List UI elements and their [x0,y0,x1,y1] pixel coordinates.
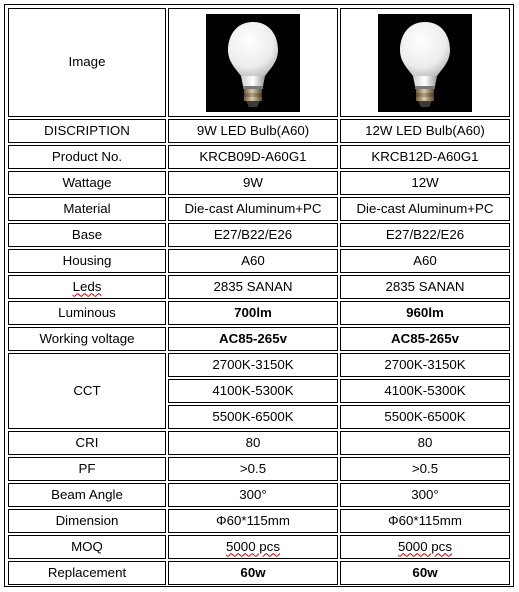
row-label-moq: MOQ [8,535,166,559]
row-label-luminous: Luminous [8,301,166,325]
moq-value-1-text: 5000 pcs [226,538,280,554]
leds-value-1: 2835 SANAN [168,275,338,299]
moq-value-2 [340,535,510,559]
table-row [8,275,510,299]
row-label-cri: CRI [8,431,166,455]
description-value-2: 12W LED Bulb(A60) [340,119,510,143]
table-row [8,327,510,351]
table-row [8,119,510,143]
product-image-cell-1 [168,8,338,117]
row-label-beam-angle: Beam Angle [8,483,166,507]
luminous-value-2: 960lm [340,301,510,325]
moq-value-1 [168,535,338,559]
cct-value-1-2: 4100K-5300K [168,379,338,403]
table-row [8,509,510,533]
pf-value-2: >0.5 [340,457,510,481]
table-row [8,353,510,377]
row-label-base: Base [8,223,166,247]
base-value-2: E27/B22/E26 [340,223,510,247]
wattage-value-2: 12W [340,171,510,195]
base-value-1: E27/B22/E26 [168,223,338,247]
row-label-leds [8,275,166,299]
cct-value-2-3: 5500K-6500K [340,405,510,429]
material-value-2: Die-cast Aluminum+PC [340,197,510,221]
table-row [8,145,510,169]
row-label-material: Material [8,197,166,221]
row-label-housing: Housing [8,249,166,273]
table-row [8,561,510,585]
product-image-cell-2 [340,8,510,117]
wattage-value-1: 9W [168,171,338,195]
spec-table [6,6,512,587]
cri-value-1: 80 [168,431,338,455]
table-row [8,457,510,481]
row-label-working-voltage: Working voltage [8,327,166,351]
table-row [8,431,510,455]
row-label-description: DISCRIPTION [8,119,166,143]
luminous-value-1: 700lm [168,301,338,325]
housing-value-2: A60 [340,249,510,273]
dimension-value-2: Φ60*115mm [340,509,510,533]
leds-label-text: Leds [72,278,102,294]
table-row [8,223,510,247]
cct-value-2-1: 2700K-3150K [340,353,510,377]
table-row [8,483,510,507]
row-label-wattage: Wattage [8,171,166,195]
table-row [8,8,510,117]
replacement-value-1: 60w [168,561,338,585]
cct-value-1-1: 2700K-3150K [168,353,338,377]
beam-angle-value-2: 300° [340,483,510,507]
table-row [8,197,510,221]
row-label-replacement: Replacement [8,561,166,585]
led-bulb-image-9w [206,14,300,112]
leds-value-2: 2835 SANAN [340,275,510,299]
working-voltage-value-1: AC85-265v [168,327,338,351]
row-label-image: Image [8,8,166,117]
table-row [8,535,510,559]
description-value-1: 9W LED Bulb(A60) [168,119,338,143]
product-no-value-2: KRCB12D-A60G1 [340,145,510,169]
cri-value-2: 80 [340,431,510,455]
material-value-1: Die-cast Aluminum+PC [168,197,338,221]
cct-value-1-3: 5500K-6500K [168,405,338,429]
working-voltage-value-2: AC85-265v [340,327,510,351]
dimension-value-1: Φ60*115mm [168,509,338,533]
replacement-value-2: 60w [340,561,510,585]
row-label-pf: PF [8,457,166,481]
row-label-product-no: Product No. [8,145,166,169]
table-row [8,171,510,195]
cct-value-2-2: 4100K-5300K [340,379,510,403]
table-row [8,249,510,273]
housing-value-1: A60 [168,249,338,273]
row-label-cct: CCT [8,353,166,429]
row-label-dimension: Dimension [8,509,166,533]
beam-angle-value-1: 300° [168,483,338,507]
product-no-value-1: KRCB09D-A60G1 [168,145,338,169]
moq-value-2-text: 5000 pcs [398,538,452,554]
led-bulb-image-12w [378,14,472,112]
pf-value-1: >0.5 [168,457,338,481]
table-row [8,301,510,325]
